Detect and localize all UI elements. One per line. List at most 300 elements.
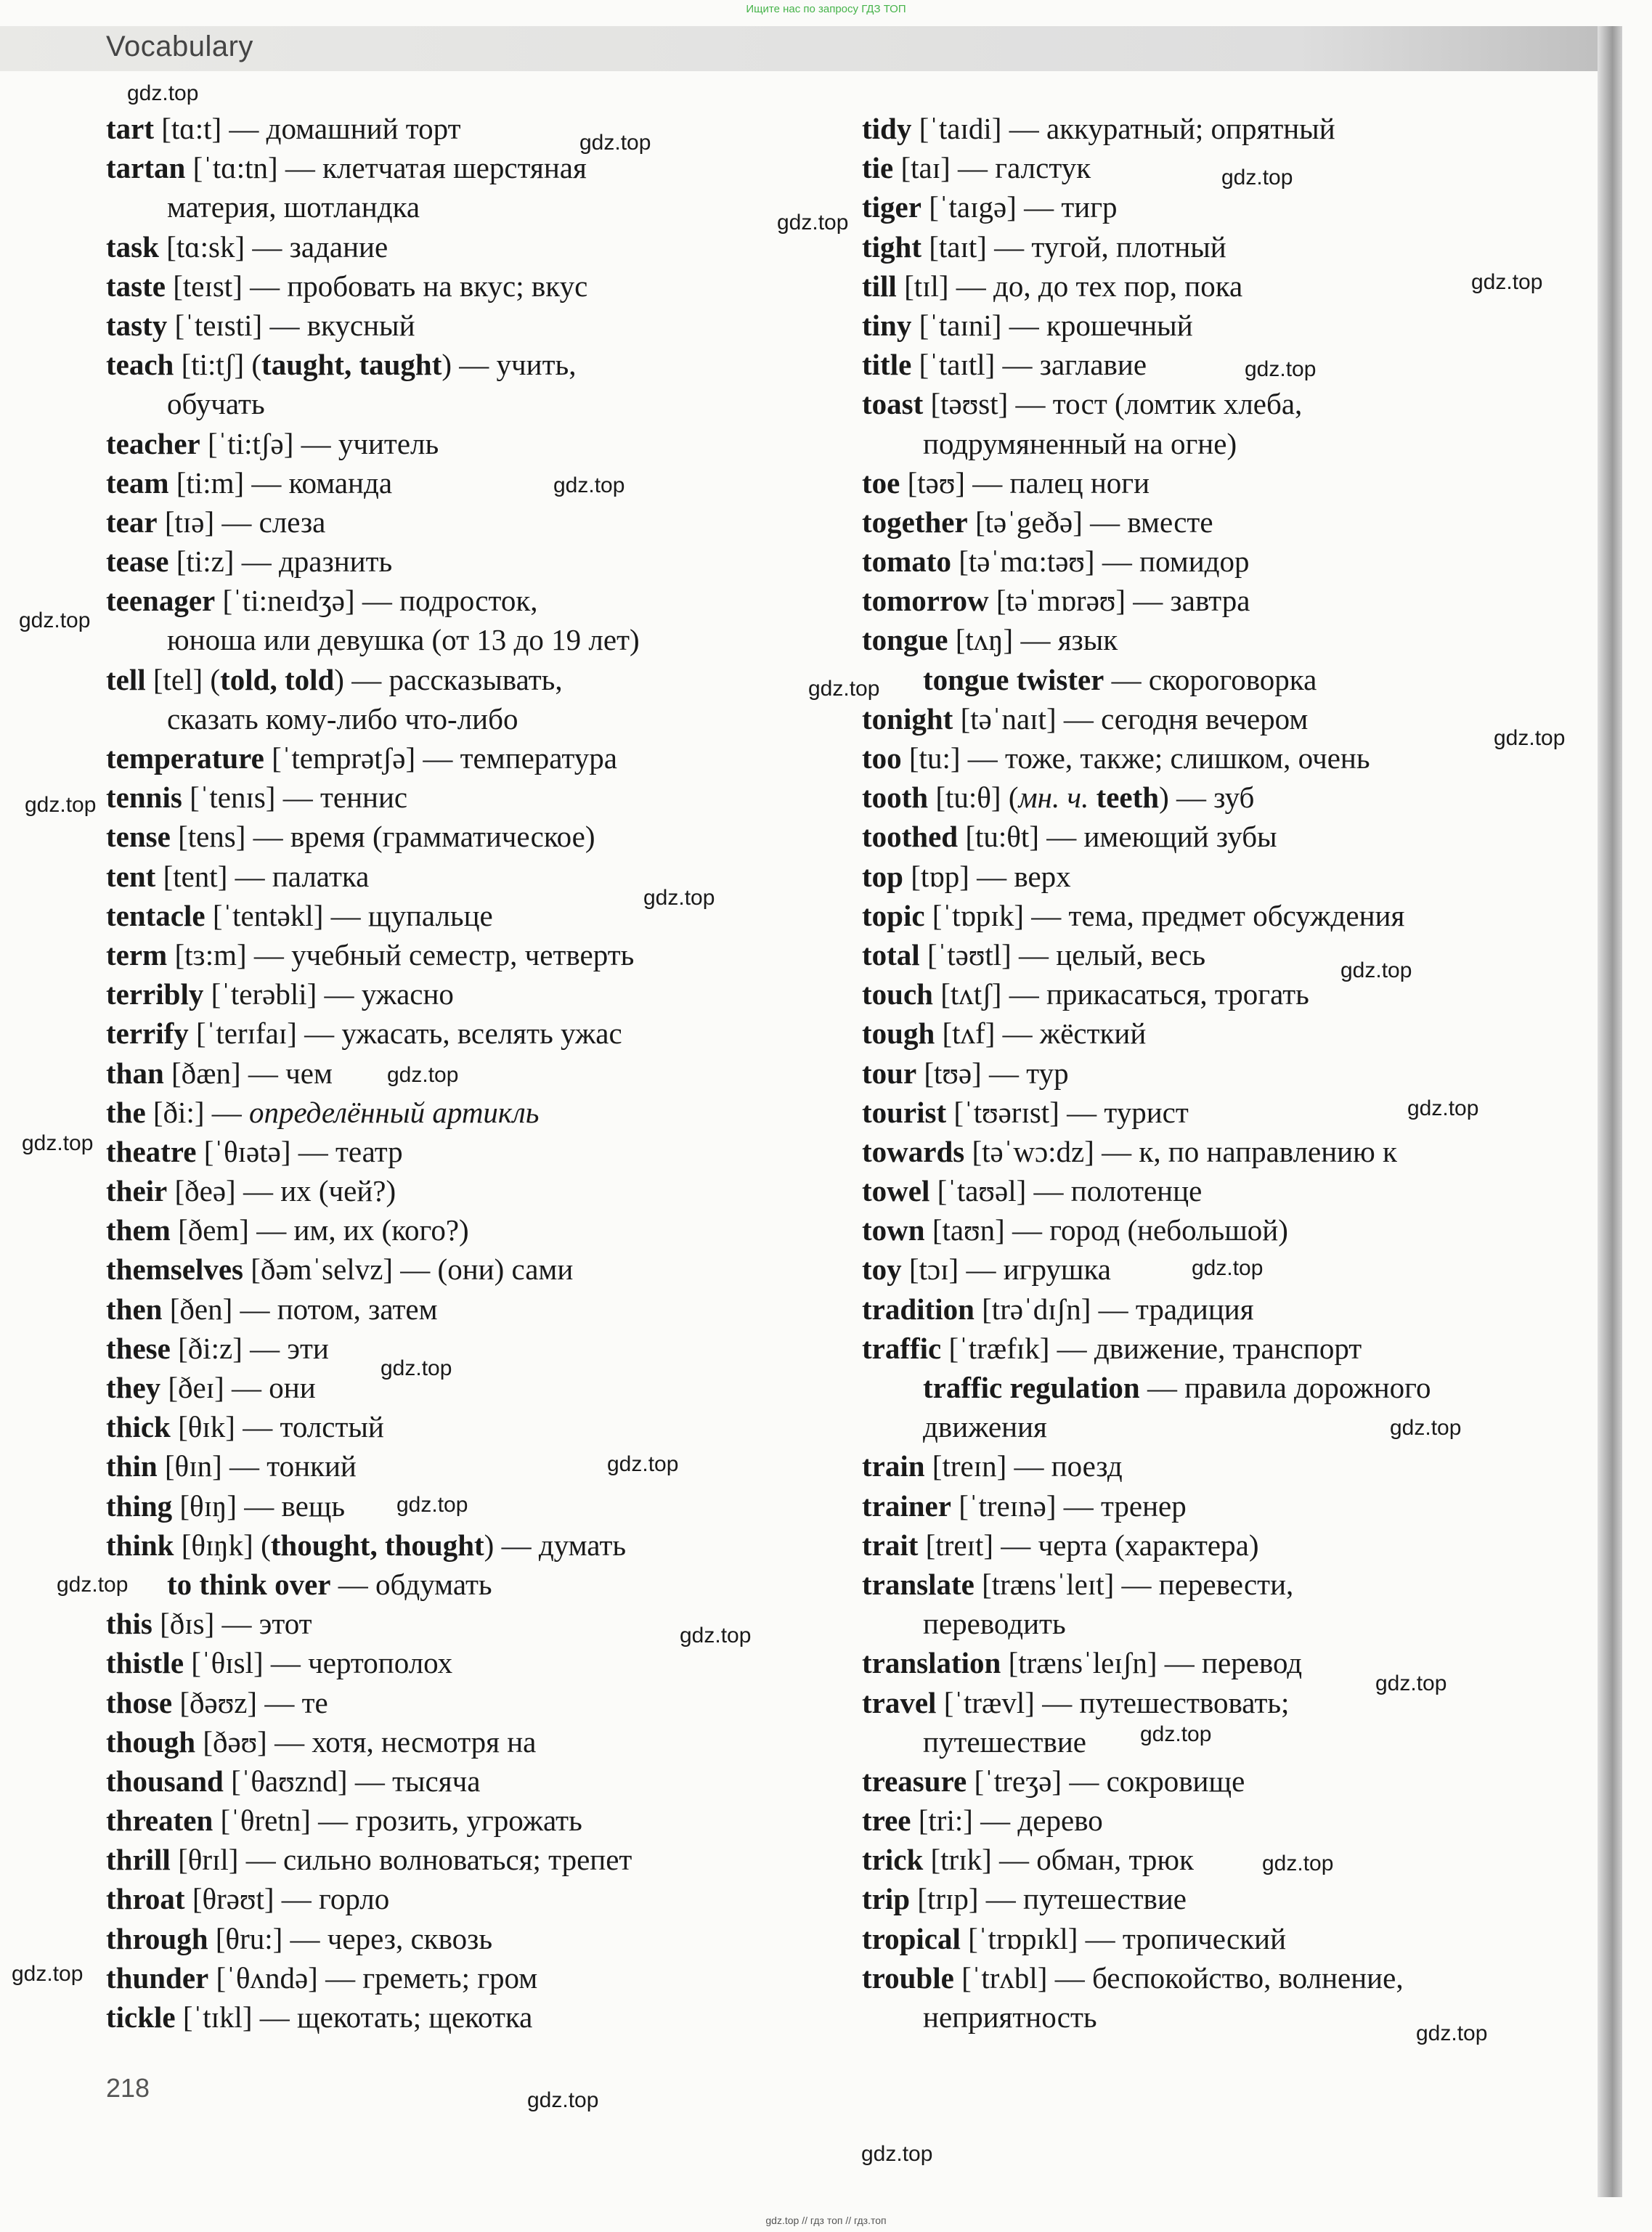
vocab-entry bbox=[106, 1840, 839, 1879]
headword: traffic regulation bbox=[923, 1371, 1140, 1404]
entry-text: — скороговорка bbox=[1104, 662, 1317, 696]
entry-text: [ˈtaʊəl] — полотенце bbox=[929, 1174, 1203, 1208]
vocab-entry bbox=[862, 187, 1588, 227]
headword: tiny bbox=[862, 308, 912, 342]
vocab-entry bbox=[106, 660, 839, 699]
entry-text: [θrɪl] — сильно волноваться; трепет bbox=[170, 1843, 632, 1877]
headword: tonight bbox=[862, 701, 953, 736]
watermark: gdz.top bbox=[680, 1624, 752, 1647]
vocab-entry bbox=[106, 424, 839, 463]
vocab-entry bbox=[106, 1250, 839, 1289]
entry-text: [ˈθʌndə] — греметь; гром bbox=[208, 1960, 538, 1995]
entry-text: [ˈtəʊtl] — целый, весь bbox=[919, 937, 1206, 972]
vocab-entry bbox=[106, 1014, 839, 1053]
headword: think bbox=[106, 1528, 174, 1562]
watermark: gdz.top bbox=[19, 608, 91, 632]
entry-text: [ˈti:tʃə] — учитель bbox=[200, 426, 439, 460]
entry-text: [ˈθɪsl] — чертополох bbox=[184, 1646, 453, 1680]
entry-text: [ˈtemprətʃə] — температура bbox=[264, 741, 618, 775]
vocab-entry bbox=[862, 1683, 1588, 1722]
entry-text: [ði:] — bbox=[145, 1095, 249, 1129]
headword: toy bbox=[862, 1253, 902, 1287]
vocab-entry bbox=[862, 1486, 1588, 1526]
vocab-entry bbox=[106, 542, 839, 581]
entry-text: путешествие bbox=[923, 1724, 1086, 1759]
headword: these bbox=[106, 1331, 171, 1365]
entry-text: [tʌf] — жёсткий bbox=[935, 1017, 1147, 1051]
headword: tennis bbox=[106, 781, 182, 815]
headword: together bbox=[862, 505, 968, 539]
entry-text: [ˈtenɪs] — теннис bbox=[182, 781, 408, 815]
page-edge-shadow bbox=[1598, 26, 1622, 2197]
vocab-entry bbox=[862, 502, 1588, 542]
watermark: gdz.top bbox=[579, 131, 651, 155]
watermark: gdz.top bbox=[1390, 1416, 1462, 1440]
headword: thunder bbox=[106, 1960, 209, 1995]
section-title: Vocabulary bbox=[106, 30, 253, 62]
entry-text: неприятность bbox=[923, 2000, 1097, 2034]
entry-text: [ˈtentəkl] — щупальце bbox=[205, 898, 493, 932]
headword: teach bbox=[106, 348, 174, 382]
vocab-entry bbox=[862, 1879, 1588, 1918]
watermark: gdz.top bbox=[57, 1573, 129, 1597]
entry-text: [təˈmɒrəʊ] — завтра bbox=[988, 584, 1250, 618]
headword: taste bbox=[106, 269, 166, 303]
entry-text: [tu:θ] ( bbox=[928, 781, 1019, 815]
vocab-entry bbox=[862, 1643, 1588, 1682]
entry-text: [trænsˈleɪt] — перевести, bbox=[974, 1567, 1294, 1601]
vocab-entry-continuation bbox=[106, 620, 839, 659]
vocab-entry bbox=[106, 1171, 839, 1210]
entry-text: [trɪk] — обман, трюк bbox=[923, 1843, 1194, 1877]
entry-text: [tel] ( bbox=[145, 662, 221, 696]
entry-text: [ˈtrʌbl] — беспокойство, волнение, bbox=[953, 1960, 1404, 1995]
vocab-entry bbox=[106, 1761, 839, 1801]
entry-text: [ˈtreʒə] — сокровище bbox=[967, 1764, 1245, 1798]
entry-text: [təˈnaɪt] — сегодня вечером bbox=[953, 701, 1309, 736]
entry-text: [ˈti:neɪdʒə] — подросток, bbox=[215, 584, 538, 618]
entry-text: [ˈtræfɪk] — движение, транспорт bbox=[941, 1331, 1362, 1365]
entry-text: [təˈmɑ:təʊ] — помидор bbox=[951, 545, 1250, 579]
entry-text: [taʊn] — город (небольшой) bbox=[924, 1213, 1288, 1247]
watermark: gdz.top bbox=[1192, 1256, 1264, 1280]
headword: tense bbox=[106, 820, 171, 854]
headword: through bbox=[106, 1921, 208, 1955]
vocab-entry bbox=[106, 1722, 839, 1761]
vocab-entry bbox=[106, 1093, 839, 1132]
top-note: Ищите нас по запросу ГДЗ ТОП bbox=[746, 3, 906, 15]
vocab-entry-continuation bbox=[862, 1604, 1588, 1643]
headword: toast bbox=[862, 387, 924, 421]
headword: those bbox=[106, 1685, 173, 1719]
vocab-entry bbox=[106, 1801, 839, 1840]
headword: topic bbox=[862, 898, 925, 932]
vocab-entry bbox=[862, 463, 1588, 502]
vocab-entry bbox=[862, 778, 1588, 817]
vocab-entry bbox=[862, 1919, 1588, 1958]
headword: trainer bbox=[862, 1488, 951, 1523]
watermark: gdz.top bbox=[808, 677, 880, 701]
headword: top bbox=[862, 859, 903, 893]
headword: tour bbox=[862, 1056, 917, 1090]
entry-text: [taɪt] — тугой, плотный bbox=[921, 229, 1226, 264]
watermark: gdz.top bbox=[381, 1356, 452, 1380]
headword: trouble bbox=[862, 1960, 954, 1995]
headword: thin bbox=[106, 1449, 158, 1483]
headword: theatre bbox=[106, 1134, 197, 1168]
vocab-entry bbox=[106, 463, 839, 502]
headword: task bbox=[106, 229, 159, 264]
headword: tree bbox=[862, 1804, 911, 1838]
watermark: gdz.top bbox=[1407, 1096, 1479, 1120]
headword: trip bbox=[862, 1882, 911, 1916]
entry-text: движения bbox=[923, 1410, 1047, 1444]
entry-text: [ˈtɪkl] — щекотать; щекотка bbox=[175, 2000, 533, 2034]
entry-text: [ˈtaɪtl] — заглавие bbox=[911, 348, 1147, 382]
entry-text: — правила дорожного bbox=[1139, 1371, 1431, 1404]
vocab-entry-continuation bbox=[106, 699, 839, 738]
headword: tough bbox=[862, 1017, 935, 1051]
entry-text: [ðəʊ] — хотя, несмотря на bbox=[195, 1724, 537, 1759]
watermark: gdz.top bbox=[1221, 166, 1293, 190]
vocab-entry bbox=[862, 1446, 1588, 1486]
watermark: gdz.top bbox=[643, 886, 715, 910]
entry-text: [ˈterəbli] — ужасно bbox=[203, 977, 454, 1011]
grammar-note: определённый артикль bbox=[249, 1095, 540, 1129]
entry-text: ) — думать bbox=[484, 1528, 627, 1562]
vocab-entry bbox=[106, 817, 839, 856]
headword: teenager bbox=[106, 584, 216, 618]
vocab-entry bbox=[106, 227, 839, 266]
entry-text: [treɪt] — черта (характера) bbox=[918, 1528, 1259, 1562]
headword: their bbox=[106, 1174, 168, 1208]
entry-text: [ˈtaɪni] — крошечный bbox=[911, 308, 1193, 342]
entry-text: [tens] — время (грамматическое) bbox=[170, 820, 595, 854]
vocab-entry bbox=[862, 660, 1588, 699]
headword: total bbox=[862, 937, 920, 972]
vocab-entry bbox=[862, 974, 1588, 1014]
headword: translate bbox=[862, 1567, 974, 1601]
vocab-entry bbox=[862, 581, 1588, 620]
vocab-entry bbox=[106, 935, 839, 974]
entry-text: [təʊ] — палец ноги bbox=[900, 465, 1150, 500]
entry-text: [ˈθɪətə] — театр bbox=[196, 1134, 403, 1168]
headword: title bbox=[862, 348, 912, 382]
entry-text: [tʌtʃ] — прикасаться, трогать bbox=[932, 977, 1309, 1011]
entry-text: [ðen] — потом, затем bbox=[162, 1292, 438, 1326]
page-number: 218 bbox=[106, 2073, 150, 2103]
vocab-entry bbox=[106, 1329, 839, 1368]
headword: tomato bbox=[862, 545, 951, 579]
headword: themselves bbox=[106, 1253, 244, 1287]
entry-text: [ˈtɒpɪk] — тема, предмет обсуждения bbox=[924, 898, 1405, 932]
headword: tomorrow bbox=[862, 584, 989, 618]
entry-text: [θɪŋ] — вещь bbox=[172, 1488, 346, 1523]
vocab-entry bbox=[106, 502, 839, 542]
entry-text: [təʊst] — тост (ломтик хлеба, bbox=[923, 387, 1303, 421]
headword: tongue twister bbox=[923, 662, 1104, 696]
entry-text: переводить bbox=[923, 1607, 1066, 1641]
headword: tear bbox=[106, 505, 158, 539]
headword: travel bbox=[862, 1685, 937, 1719]
entry-text: [trænsˈleɪʃn] — перевод bbox=[1001, 1646, 1303, 1680]
entry-text: [ˈtreɪnə] — тренер bbox=[951, 1488, 1187, 1523]
entry-text: материя, шотландка bbox=[167, 190, 420, 224]
vocab-entry bbox=[862, 1210, 1588, 1250]
vocab-entry bbox=[106, 974, 839, 1014]
entry-text: [ˈtrævl] — путешествовать; bbox=[936, 1685, 1290, 1719]
entry-text: [təˈwɔ:dz] — к, по направлению к bbox=[964, 1134, 1397, 1168]
entry-text: сказать кому-либо что-либо bbox=[167, 701, 518, 736]
headword: towards bbox=[862, 1134, 965, 1168]
headword: translation bbox=[862, 1646, 1001, 1680]
entry-text: [trɪp] — путешествие bbox=[910, 1882, 1187, 1916]
headword: term bbox=[106, 937, 168, 972]
headword: tooth bbox=[862, 781, 929, 815]
entry-text: [ði:z] — эти bbox=[170, 1331, 329, 1365]
watermark: gdz.top bbox=[1494, 726, 1566, 750]
vocab-entry bbox=[106, 1368, 839, 1407]
vocab-entry bbox=[862, 306, 1588, 345]
headword: tease bbox=[106, 545, 169, 579]
entry-text: [θɪk] — толстый bbox=[170, 1410, 384, 1444]
headword: thing bbox=[106, 1488, 173, 1523]
watermark: gdz.top bbox=[12, 1962, 84, 1986]
vocab-entry bbox=[862, 1958, 1588, 1997]
watermark: gdz.top bbox=[527, 2088, 599, 2112]
vocab-entry bbox=[106, 1565, 839, 1604]
vocab-entry bbox=[106, 1879, 839, 1918]
headword: tie bbox=[862, 151, 894, 185]
headword: town bbox=[862, 1213, 925, 1247]
headword: trick bbox=[862, 1843, 924, 1877]
entry-text: [tɑ:sk] — задание bbox=[158, 229, 388, 264]
entry-text: [ðəmˈselvz] — (они) сами bbox=[243, 1253, 574, 1287]
vocab-entry bbox=[106, 581, 839, 620]
vocab-entry bbox=[106, 1958, 839, 1997]
watermark: gdz.top bbox=[127, 81, 199, 105]
watermark: gdz.top bbox=[1245, 357, 1317, 381]
headword: tradition bbox=[862, 1292, 974, 1326]
headword: thistle bbox=[106, 1646, 184, 1680]
headword: tentacle bbox=[106, 898, 206, 932]
entry-text: [təˈgeðə] — вместе bbox=[967, 505, 1213, 539]
headword: tickle bbox=[106, 2000, 176, 2034]
entry-text: [ˈtʊərɪst] — турист bbox=[946, 1095, 1189, 1129]
entry-text: [treɪn] — поезд bbox=[924, 1449, 1123, 1483]
entry-text: [trəˈdɪʃn] — традиция bbox=[974, 1292, 1254, 1326]
headword: threaten bbox=[106, 1804, 213, 1838]
entry-text: [teɪst] — пробовать на вкус; вкус bbox=[165, 269, 588, 303]
vocab-entry bbox=[106, 1210, 839, 1250]
entry-text: [ti:z] — дразнить bbox=[168, 545, 393, 579]
vocab-entry bbox=[106, 896, 839, 935]
vocabulary-column-right bbox=[862, 109, 1588, 2037]
headword: toe bbox=[862, 465, 900, 500]
vocab-entry bbox=[106, 1997, 839, 2037]
vocab-entry bbox=[106, 1919, 839, 1958]
vocab-entry bbox=[862, 699, 1588, 738]
entry-text: подрумяненный на огне) bbox=[923, 426, 1237, 460]
vocab-entry bbox=[862, 1801, 1588, 1840]
vocab-entry bbox=[862, 817, 1588, 856]
headword: terrify bbox=[106, 1017, 189, 1051]
vocab-entry-continuation bbox=[106, 384, 839, 423]
entry-text: ) — учить, bbox=[442, 348, 577, 382]
entry-text: [tɒp] — верх bbox=[903, 859, 1071, 893]
headword: tartan bbox=[106, 151, 186, 185]
watermark: gdz.top bbox=[22, 1131, 94, 1155]
headword: them bbox=[106, 1213, 171, 1247]
vocab-entry bbox=[862, 1093, 1588, 1132]
entry-text: [tʌŋ] — язык bbox=[948, 623, 1118, 657]
vocab-entry bbox=[862, 1171, 1588, 1210]
headword: tongue bbox=[862, 623, 948, 657]
entry-text: [tʊə] — тур bbox=[916, 1056, 1069, 1090]
bottom-note: gdz.top // гдз топ // гдз.топ bbox=[765, 2215, 887, 2226]
vocab-entry bbox=[106, 738, 839, 778]
vocab-entry bbox=[862, 1368, 1588, 1407]
entry-text: [ti:m] — команда bbox=[168, 465, 393, 500]
vocab-entry-continuation bbox=[862, 424, 1588, 463]
word-forms: taught, taught bbox=[261, 348, 442, 382]
headword: temperature bbox=[106, 741, 264, 775]
entry-text: [ðəʊz] — те bbox=[172, 1685, 328, 1719]
vocab-entry bbox=[862, 109, 1588, 148]
headword: tight bbox=[862, 229, 921, 264]
watermark: gdz.top bbox=[396, 1493, 468, 1517]
vocab-entry bbox=[862, 1526, 1588, 1565]
headword: then bbox=[106, 1292, 163, 1326]
entry-text: [θɪn] — тонкий bbox=[157, 1449, 357, 1483]
vocab-entry-continuation bbox=[862, 1722, 1588, 1761]
vocab-entry bbox=[106, 1683, 839, 1722]
vocab-entry bbox=[106, 1054, 839, 1093]
entry-text: [tɑ:t] — домашний торт bbox=[154, 112, 461, 145]
entry-text: [ˈtɑ:tn] — клетчатая шерстяная bbox=[185, 151, 587, 185]
entry-text: [ˈtrɒpɪkl] — тропический bbox=[960, 1921, 1287, 1955]
headword: than bbox=[106, 1056, 164, 1090]
vocab-entry bbox=[106, 1486, 839, 1526]
watermark: gdz.top bbox=[1262, 1852, 1334, 1875]
word-forms: thought, thought bbox=[270, 1528, 484, 1562]
entry-text: [ðeɪ] — они bbox=[160, 1371, 316, 1404]
vocab-entry bbox=[106, 345, 839, 384]
headword: traffic bbox=[862, 1331, 942, 1365]
vocab-entry bbox=[862, 1840, 1588, 1879]
vocab-entry bbox=[106, 306, 839, 345]
headword: terribly bbox=[106, 977, 204, 1011]
vocab-entry bbox=[862, 1329, 1588, 1368]
entry-text: [ˈθaʊznd] — тысяча bbox=[223, 1764, 481, 1798]
watermark: gdz.top bbox=[1340, 958, 1412, 982]
headword: they bbox=[106, 1371, 161, 1404]
entry-text: [ðæn] — чем bbox=[163, 1056, 333, 1090]
entry-text: [tɪə] — слеза bbox=[157, 505, 326, 539]
vocab-entry bbox=[862, 542, 1588, 581]
headword: train bbox=[862, 1449, 925, 1483]
headword: trait bbox=[862, 1528, 919, 1562]
watermark: gdz.top bbox=[387, 1063, 459, 1087]
entry-text: ) — рассказывать, bbox=[334, 662, 563, 696]
headword: till bbox=[862, 269, 897, 303]
watermark: gdz.top bbox=[25, 793, 97, 817]
vocab-entry bbox=[862, 738, 1588, 778]
headword: throat bbox=[106, 1882, 185, 1916]
vocab-entry bbox=[106, 1446, 839, 1486]
headword: toothed bbox=[862, 820, 959, 854]
entry-text: [ˈtaɪgə] — тигр bbox=[921, 190, 1118, 224]
entry-text: [ˈteɪsti] — вкусный bbox=[167, 308, 415, 342]
entry-text: [ðɪs] — этот bbox=[152, 1607, 312, 1641]
vocab-entry bbox=[106, 857, 839, 896]
entry-text: [tu:θt] — имеющий зубы bbox=[958, 820, 1277, 854]
vocab-entry bbox=[862, 1054, 1588, 1093]
watermark: gdz.top bbox=[1140, 1722, 1212, 1746]
watermark: gdz.top bbox=[777, 211, 849, 235]
vocab-entry bbox=[106, 1526, 839, 1565]
entry-text: [taɪ] — галстук bbox=[893, 151, 1091, 185]
headword: this bbox=[106, 1607, 152, 1641]
vocab-entry bbox=[862, 384, 1588, 423]
vocab-entry-continuation bbox=[862, 1407, 1588, 1446]
entry-text: [θrəʊt] — горло bbox=[184, 1882, 390, 1916]
headword: to think over bbox=[167, 1567, 331, 1601]
entry-text: обучать bbox=[167, 387, 265, 421]
entry-text: [tu:] — тоже, также; слишком, очень bbox=[901, 741, 1370, 775]
vocab-entry bbox=[862, 1290, 1588, 1329]
grammar-note: мн. ч. bbox=[1018, 781, 1089, 815]
headword: team bbox=[106, 465, 169, 500]
entry-text: — обдумать bbox=[330, 1567, 492, 1601]
vocab-entry bbox=[106, 148, 839, 187]
entry-text: ) — зуб bbox=[1159, 781, 1255, 815]
entry-text: [ðeə] — их (чей?) bbox=[167, 1174, 396, 1208]
entry-text: юноша или девушка (от 13 до 19 лет) bbox=[167, 623, 640, 657]
word-forms: told, told bbox=[220, 662, 335, 696]
watermark: gdz.top bbox=[553, 473, 625, 497]
word-forms: teeth bbox=[1089, 781, 1160, 815]
vocab-entry bbox=[862, 857, 1588, 896]
watermark: gdz.top bbox=[861, 2142, 933, 2166]
vocab-entry bbox=[106, 1407, 839, 1446]
vocab-entry bbox=[862, 345, 1588, 384]
vocab-entry bbox=[862, 935, 1588, 974]
entry-text: [ˈterɪfaɪ] — ужасать, вселять ужас bbox=[188, 1017, 622, 1051]
entry-text: [ðem] — им, их (кого?) bbox=[170, 1213, 469, 1247]
entry-text: [θru:] — через, сквозь bbox=[208, 1921, 493, 1955]
headword: thick bbox=[106, 1410, 171, 1444]
entry-text: [tɜ:m] — учебный семестр, четверть bbox=[167, 937, 635, 972]
headword: tart bbox=[106, 112, 155, 145]
entry-text: [ti:tʃ] ( bbox=[174, 348, 262, 382]
headword: teacher bbox=[106, 426, 200, 460]
entry-text: [ˈθretn] — грозить, угрожать bbox=[213, 1804, 582, 1838]
vocab-entry bbox=[862, 1132, 1588, 1171]
entry-text: [tri:] — дерево bbox=[911, 1804, 1103, 1838]
headword: tasty bbox=[106, 308, 168, 342]
watermark: gdz.top bbox=[1375, 1671, 1447, 1695]
entry-text: [tɔɪ] — игрушка bbox=[901, 1253, 1111, 1287]
vocab-entry bbox=[106, 109, 839, 148]
vocab-entry bbox=[106, 1132, 839, 1171]
headword: the bbox=[106, 1095, 146, 1129]
vocab-entry bbox=[106, 778, 839, 817]
vocab-entry bbox=[862, 896, 1588, 935]
vocab-entry bbox=[862, 227, 1588, 266]
headword: thrill bbox=[106, 1843, 171, 1877]
vocab-entry bbox=[862, 1014, 1588, 1053]
